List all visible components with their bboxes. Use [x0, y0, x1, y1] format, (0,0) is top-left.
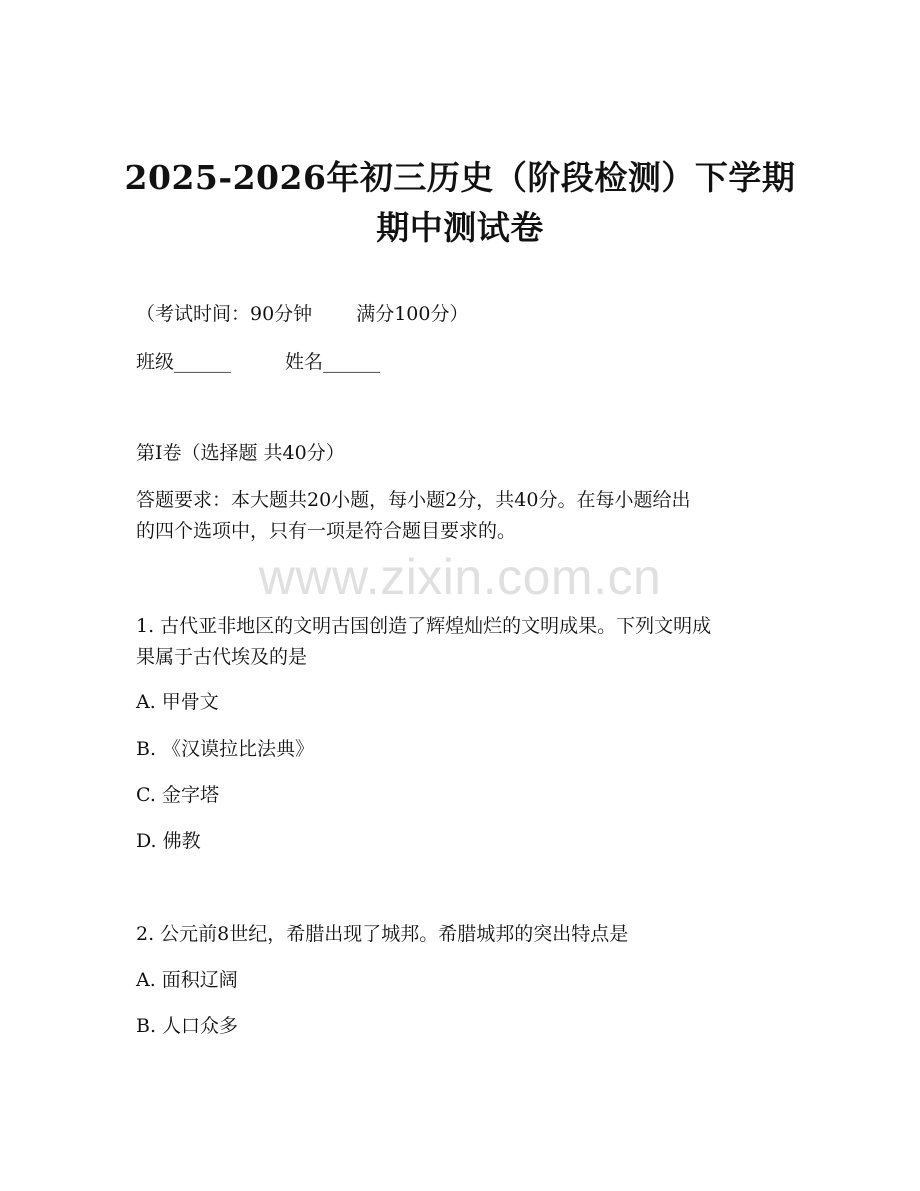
name-field: 姓名______	[285, 351, 381, 373]
question-1-stem-line1: 1. 古代亚非地区的文明古国创造了辉煌灿烂的文明成果。下列文明成	[136, 615, 712, 637]
exam-time: （考试时间：90分钟	[136, 303, 313, 325]
question-2-stem: 2. 公元前8世纪，希腊出现了城邦。希腊城邦的突出特点是	[136, 923, 629, 945]
instructions-line1: 答题要求：本大题共20小题，每小题2分，共40分。在每小题给出	[136, 489, 691, 511]
question-2-option-b: B. 人口众多	[136, 1015, 239, 1037]
exam-info-line	[136, 300, 468, 328]
question-1-option-a: A. 甲骨文	[136, 691, 219, 713]
question-1-stem-line2: 果属于古代埃及的是	[136, 646, 308, 668]
exam-title-line1: 2025-2026年初三历史（阶段检测）下学期	[124, 158, 796, 197]
instructions-line2: 的四个选项中，只有一项是符合题目要求的。	[136, 520, 517, 542]
exam-title-line2: 期中测试卷	[376, 208, 544, 247]
question-2-option-a: A. 面积辽阔	[136, 969, 238, 991]
watermark: www.zixin.com.cn	[258, 549, 662, 605]
question-1-option-c: C. 金字塔	[136, 784, 219, 806]
class-field: 班级______	[136, 351, 232, 373]
question-1-option-d: D. 佛教	[136, 830, 201, 852]
section-heading: 第Ⅰ卷（选择题 共40分）	[136, 442, 345, 464]
full-score: 满分100分）	[356, 303, 469, 325]
student-info-line	[136, 348, 380, 376]
question-1-option-b: B. 《汉谟拉比法典》	[136, 738, 315, 760]
